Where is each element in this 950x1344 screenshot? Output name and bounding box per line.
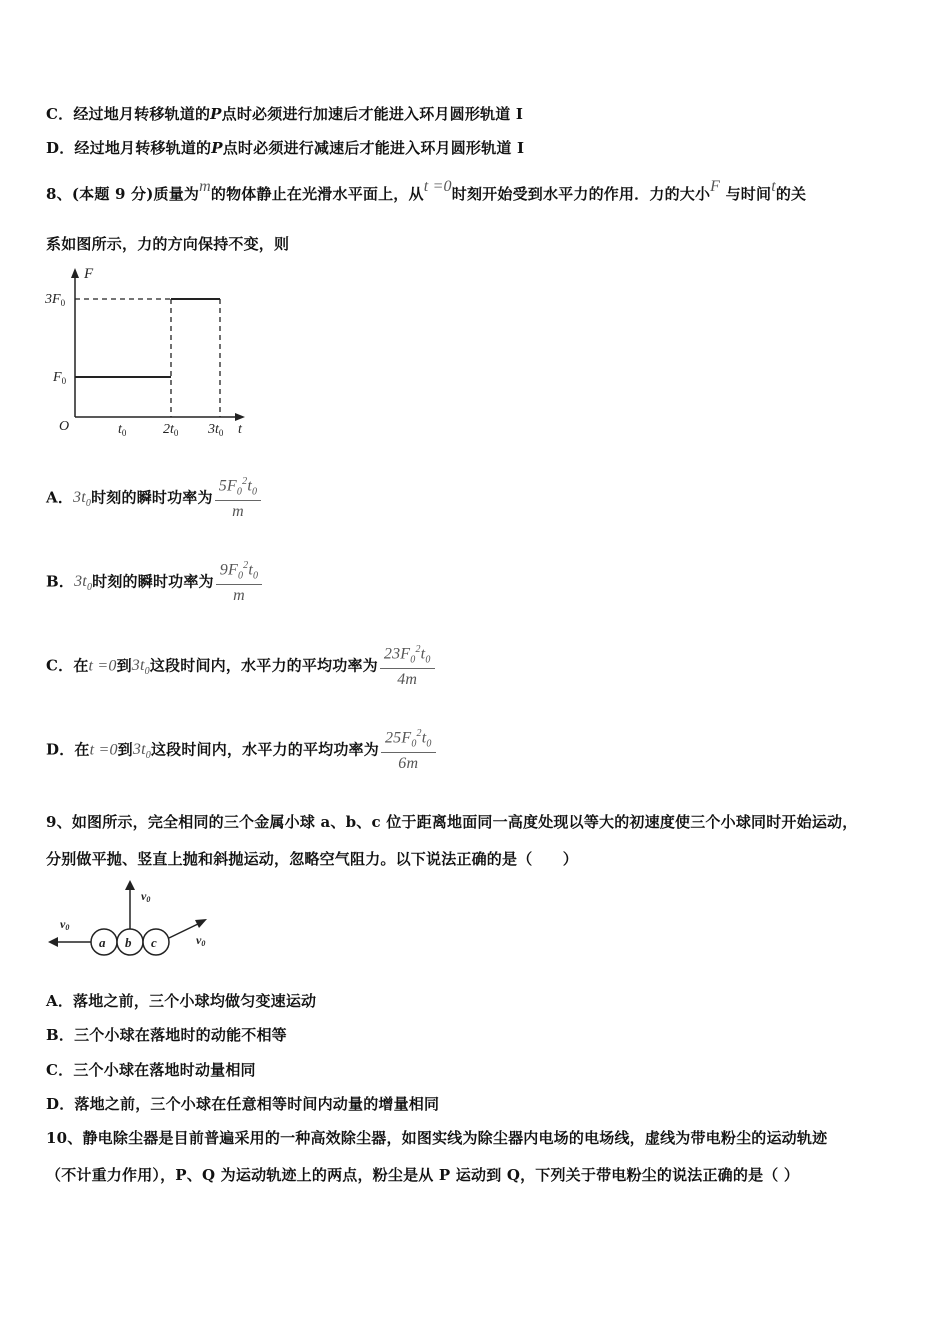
q8-stem-line1: 8、(本题 9 分)质量为m的物体静止在光滑水平面上，从t =0时刻开始受到水平力的作用．力的大小F 与时间t的关 <box>46 178 807 203</box>
q9-stem-line2: 分别做平抛、竖直上抛和斜抛运动，忽略空气阻力。以下说法正确的是（ ） <box>46 850 579 868</box>
x-tick-3t0: $3t_0$ <box>208 422 224 438</box>
y-tick-f0: $F_0$ <box>53 370 67 386</box>
q8-option-b: B．$3t_0$时刻的瞬时功率为 $\frac{9F_0^2t_0}{m}$ <box>46 560 262 605</box>
q9-option-a: A．落地之前，三个小球均做匀变速运动 <box>46 992 317 1010</box>
graph-dashed-guides <box>75 299 220 417</box>
fraction-option-b: $\frac{9F_0^2t_0}{m}$ <box>216 560 262 605</box>
force-symbol: F <box>710 178 721 195</box>
y-axis-label: F <box>84 266 94 282</box>
q7-option-c: C．经过地月转移轨道的P点时必须进行加速后才能进入环月圆形轨道 I <box>46 105 524 123</box>
q8-stem-line2: 系如图所示，力的方向保持不变，则 <box>46 235 290 253</box>
q9-option-d: D．落地之前，三个小球在任意相等时间内动量的增量相同 <box>46 1095 440 1113</box>
q9-stem-line1: 9、如图所示，完全相同的三个金属小球 a、b、c 位于距离地面同一高度处现以等大的初速度使三个小球同时开始运动， <box>46 813 858 831</box>
mass-symbol: m <box>199 178 211 195</box>
force-time-graph <box>40 262 260 442</box>
origin-label: O <box>59 419 70 434</box>
x-tick-2t0: $2t_0$ <box>163 422 179 438</box>
fraction-option-d: $\frac{25F_0^2t_0}{6m}$ <box>381 728 436 773</box>
horizontal-velocity-arrow <box>48 937 92 947</box>
v0-label-right: v0 <box>196 933 206 948</box>
x-tick-t0: $t_0$ <box>118 422 127 438</box>
q7-option-d: D．经过地月转移轨道的P点时必须进行减速后才能进入环月圆形轨道 I <box>46 139 525 157</box>
q10-stem-line2: （不计重力作用），P、Q 为运动轨迹上的两点，粉尘是从 P 运动到 Q，下列关于带电粉尘的说法正确的是（ ） <box>46 1166 800 1184</box>
t-zero-symbol: t =0 <box>423 178 452 195</box>
x-axis-label: t <box>238 422 242 437</box>
ball-b-label: b <box>125 935 132 950</box>
graph-axes <box>71 268 245 421</box>
q10-stem-line1: 10、静电除尘器是目前普遍采用的一种高效除尘器，如图实线为除尘器内电场的电场线，虚线为带电粉尘的运动轨迹 <box>46 1129 828 1147</box>
ball-a-label: a <box>99 935 106 950</box>
q8-option-a: A．$3t_0$时刻的瞬时功率为 $\frac{5F_0^2t_0}{m}$ <box>46 476 261 521</box>
graph-force-line <box>75 299 220 377</box>
three-balls-figure <box>44 876 224 966</box>
fraction-option-a: $\frac{5F_0^2t_0}{m}$ <box>215 476 261 521</box>
fraction-option-c: $\frac{23F_0^2t_0}{4m}$ <box>380 644 435 689</box>
y-tick-3f0: $3F_0$ <box>45 292 66 308</box>
v0-label-top: v0 <box>141 889 151 904</box>
vertical-velocity-arrow <box>125 880 135 930</box>
v0-label-left: v0 <box>60 917 70 932</box>
q8-option-d: D．在t =0到$3t_0$这段时间内，水平力的平均功率为 $\frac{25F_0^2t_0}{6m}$ <box>46 728 436 773</box>
q9-option-b: B．三个小球在落地时的动能不相等 <box>46 1026 287 1044</box>
q8-option-c: C．在t =0到$3t_0$这段时间内，水平力的平均功率为 $\frac{23F_0^2t_0}{4m}$ <box>46 644 435 689</box>
q9-option-c: C．三个小球在落地时动量相同 <box>46 1061 256 1079</box>
time-symbol: t <box>771 178 776 195</box>
ball-c-label: c <box>151 935 157 950</box>
